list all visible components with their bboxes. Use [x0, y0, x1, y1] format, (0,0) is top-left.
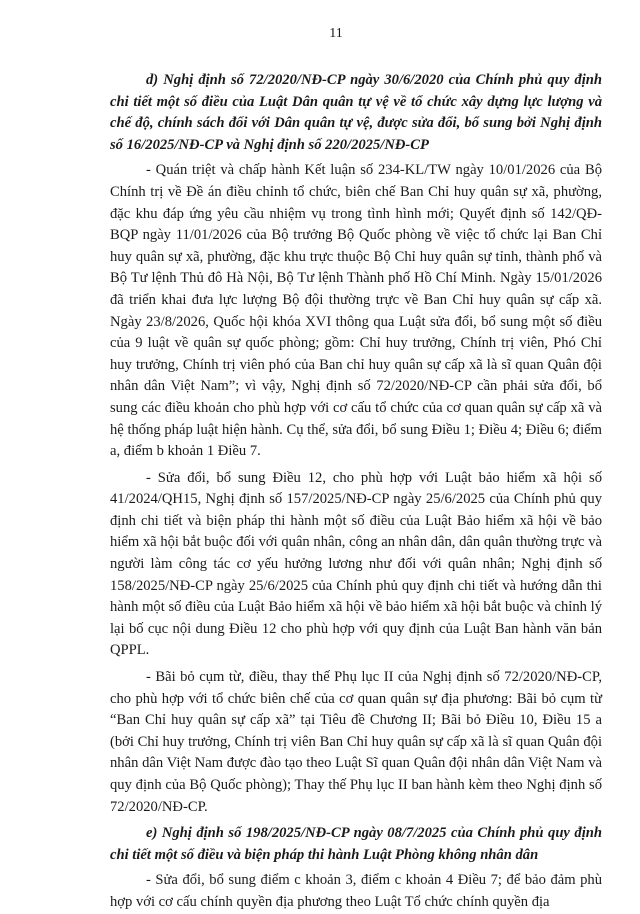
section-e-heading: e) Nghị định số 198/2025/NĐ-CP ngày 08/7/2025 của Chính phủ quy định chi tiết một số điều và biện pháp thi hành Luật Phòng không nhân dân	[110, 825, 602, 863]
section-d-heading: d) Nghị định số 72/2020/NĐ-CP ngày 30/6/2020 của Chính phủ quy định chi tiết một số điều của Luật Dân quân tự vệ về tổ chức xây dựng lực lượng và chế độ, chính sách đối với Dân quân tự vệ, được sửa đổi, bổ sung bởi Nghị định số 16/2025/NĐ-CP và Nghị định số 220/2025/NĐ-CP	[110, 72, 602, 153]
page-number: 11	[329, 26, 343, 41]
section-d-paragraph-2: - Sửa đổi, bổ sung Điều 12, cho phù hợp với Luật bảo hiểm xã hội số 41/2024/QH15, Nghị định số 157/2025/NĐ-CP ngày 25/6/2025 của Chính phủ quy định chi tiết và biện pháp thi hành một số điều của Luật Bảo hiểm xã hội về bảo hiểm xã hội bắt buộc đối với quân nhân, công an nhân dân, dân quân thường trực và người làm công tác cơ yếu hưởng lương như đối với quân nhân; Nghị định số 158/2025/NĐ-CP ngày 25/6/2025 của Chính phủ quy định chi tiết và hướng dẫn thi hành một số điều của Luật Bảo hiểm xã hội về bảo hiểm xã hội bắt buộc và chỉnh lý lại bố cục nội dung Điều 12 cho phù hợp với quy định của Luật Ban hành văn bản QPPL.	[110, 469, 602, 659]
section-d-paragraph-3: - Bãi bỏ cụm từ, điều, thay thế Phụ lục II của Nghị định số 72/2020/NĐ-CP, cho phù hợp với tổ chức biên chế của cơ quan quân sự địa phương: Bãi bỏ cụm từ “Ban Chỉ huy quân sự cấp xã” tại Tiêu đề Chương II; Bãi bỏ Điều 10, Điều 15 a (bởi Chỉ huy trưởng, Chính trị viên Ban Chỉ huy quân sự cấp xã là sĩ quan Quân đội nhân dân Việt Nam được đào tạo theo Luật Sĩ quan Quân đội nhân dân Việt Nam và quy định của Bộ Quốc phòng); Thay thế Phụ lục II ban hành kèm theo Nghị định số 72/2020/NĐ-CP.	[110, 669, 602, 815]
section-d-paragraph-1: - Quán triệt và chấp hành Kết luận số 234-KL/TW ngày 10/01/2026 của Bộ Chính trị về Đề án điều chỉnh tổ chức, biên chế Ban Chỉ huy quân sự xã, phường, đặc khu đáp ứng yêu cầu nhiệm vụ trong tình hình mới; Quyết định số 142/QĐ-BQP ngày 11/01/2026 của Bộ trưởng Bộ Quốc phòng về việc tổ chức lại Ban Chỉ huy quân sự xã, phường, đặc khu trực thuộc Bộ Chỉ huy quân sự tỉnh, thành phố và Bộ Tư lệnh Thủ đô Hà Nội, Bộ Tư lệnh Thành phố Hồ Chí Minh. Ngày 15/01/2026 đã triển khai đưa lực lượng Bộ đội thường trực về Ban Chỉ huy quân sự cấp xã. Ngày 23/8/2026, Quốc hội khóa XVI thông qua Luật sửa đổi, bổ sung một số điều của 9 luật về quân sự quốc phòng; gồm: Chỉ huy trưởng, Chính trị viên, Phó Chỉ huy trưởng, Chính trị viên phó của Ban chỉ huy quân sự cấp xã là sĩ quan Quân đội nhân dân Việt Nam”; vì vậy, Nghị định số 72/2020/NĐ-CP cần phải sửa đổi, bổ sung các điều khoản cho phù hợp với cơ cấu tổ chức của cơ quan quân sự cấp xã và hệ thống pháp luật hiện hành. Cụ thể, sửa đổi, bổ sung Điều 1; Điều 4; Điều 6; điểm a, điểm b khoản 1 Điều 7.	[110, 162, 602, 460]
section-e-paragraph-1: - Sửa đổi, bổ sung điểm c khoản 3, điểm c khoản 4 Điều 7; để bảo đảm phù hợp với cơ cấu chính quyền địa phương theo Luật Tổ chức chính quyền địa	[110, 872, 602, 910]
